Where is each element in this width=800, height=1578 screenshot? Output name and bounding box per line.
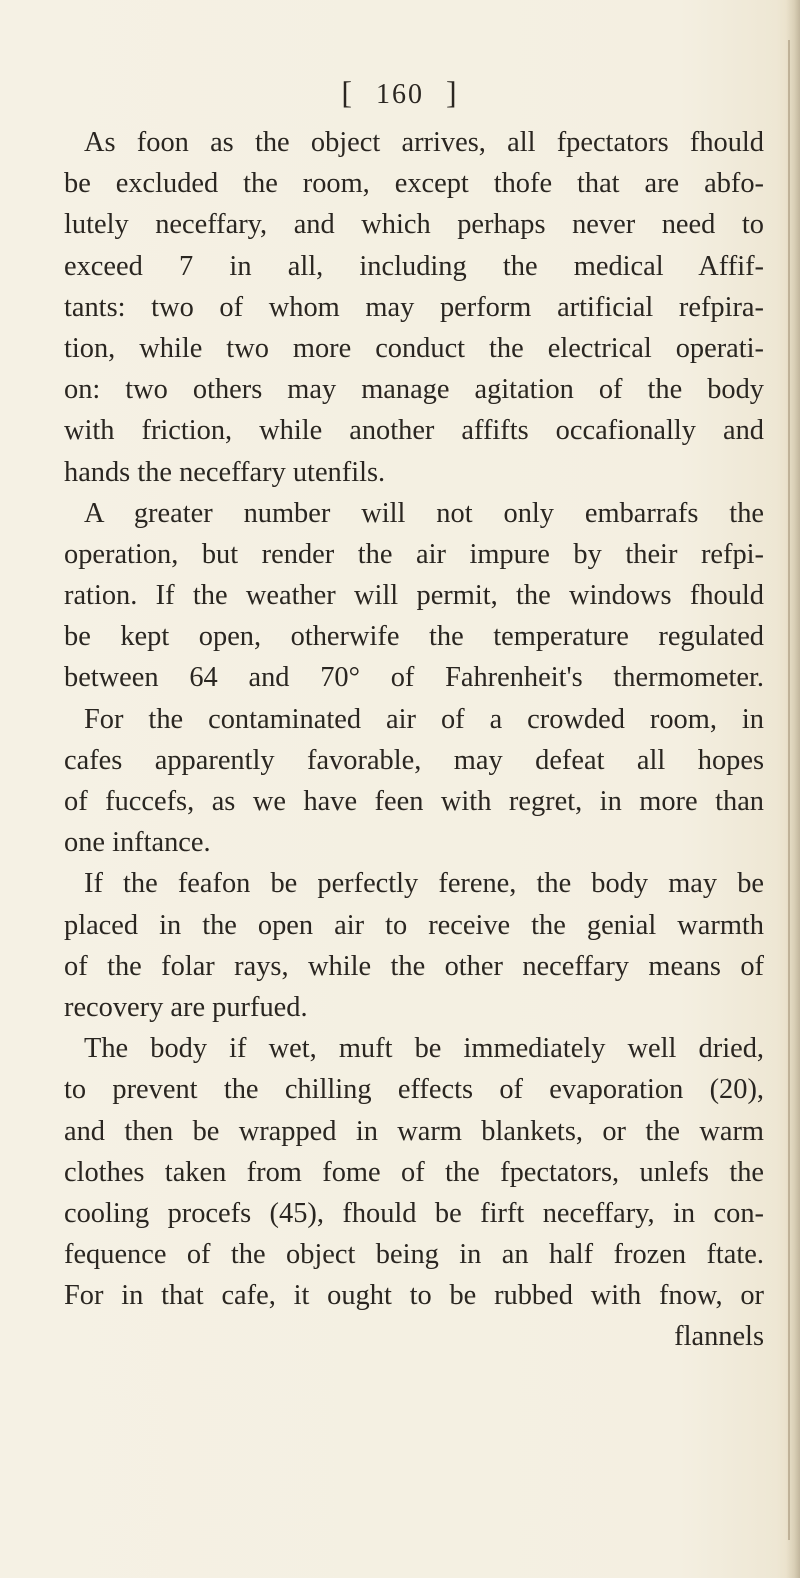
text-line: between 64 and 70° of Fahrenheit's thermometer. bbox=[64, 662, 764, 694]
text-line: of fuccefs, as we have feen with regret, in more than bbox=[64, 786, 764, 817]
text-line: If the feafon be perfectly ferene, the body may be bbox=[84, 868, 764, 900]
header-right-bracket: ] bbox=[446, 74, 459, 110]
text-line: on: two others may manage agitation of the body bbox=[64, 374, 764, 406]
text-line: clothes taken from fome of the fpectators, unlefs the bbox=[64, 1156, 764, 1188]
text-line: hands the neceffary utenfils. bbox=[64, 456, 386, 488]
text-line: A greater number will not only embarrafs the bbox=[84, 497, 764, 529]
text-line: one inftance. bbox=[64, 827, 211, 859]
text-line: cafes apparently favorable, may defeat all hopes bbox=[64, 744, 764, 776]
page-edge-line bbox=[788, 40, 790, 1540]
text-line: tion, while two more conduct the electrical operati- bbox=[64, 332, 764, 364]
text-line: be kept open, otherwife the temperature regulated bbox=[64, 621, 764, 653]
text-line: For the contaminated air of a crowded room, in bbox=[84, 703, 764, 735]
text-line: operation, but render the air impure by their refpi- bbox=[64, 538, 764, 570]
text-line: The body if wet, muft be immediately well dried, bbox=[84, 1033, 764, 1065]
text-line: cooling procefs (45), fhould be firft neceffary, in con- bbox=[64, 1197, 764, 1229]
text-line: and then be wrapped in warm blankets, or the warm bbox=[64, 1115, 764, 1147]
text-line: tants: two of whom may perform artificial refpira- bbox=[64, 291, 764, 323]
page-header bbox=[0, 74, 800, 111]
header-left-bracket: [ bbox=[341, 74, 354, 110]
text-line: recovery are purfued. bbox=[64, 991, 308, 1023]
text-line: to prevent the chilling effects of evaporation (20), bbox=[64, 1074, 764, 1106]
text-line: placed in the open air to receive the genial warmth bbox=[64, 909, 764, 941]
text-line: For in that cafe, it ought to be rubbed with fnow, or bbox=[64, 1280, 764, 1312]
text-line: fequence of the object being in an half frozen ftate. bbox=[64, 1239, 764, 1271]
catchword: flannels bbox=[674, 1321, 764, 1353]
text-line: of the folar rays, while the other neceffary means of bbox=[64, 950, 764, 982]
page-number: 160 bbox=[376, 79, 424, 110]
text-line: As foon as the object arrives, all fpectators fhould bbox=[84, 127, 764, 158]
text-line: with friction, while another affifts occafionally and bbox=[64, 415, 764, 447]
text-line: ration. If the weather will permit, the windows fhould bbox=[64, 580, 764, 612]
text-line: lutely neceffary, and which perhaps never need to bbox=[64, 209, 764, 241]
text-line: be excluded the room, except thofe that are abfo- bbox=[64, 168, 764, 200]
text-line: exceed 7 in all, including the medical Affif- bbox=[64, 250, 764, 282]
body-text bbox=[64, 122, 764, 1358]
